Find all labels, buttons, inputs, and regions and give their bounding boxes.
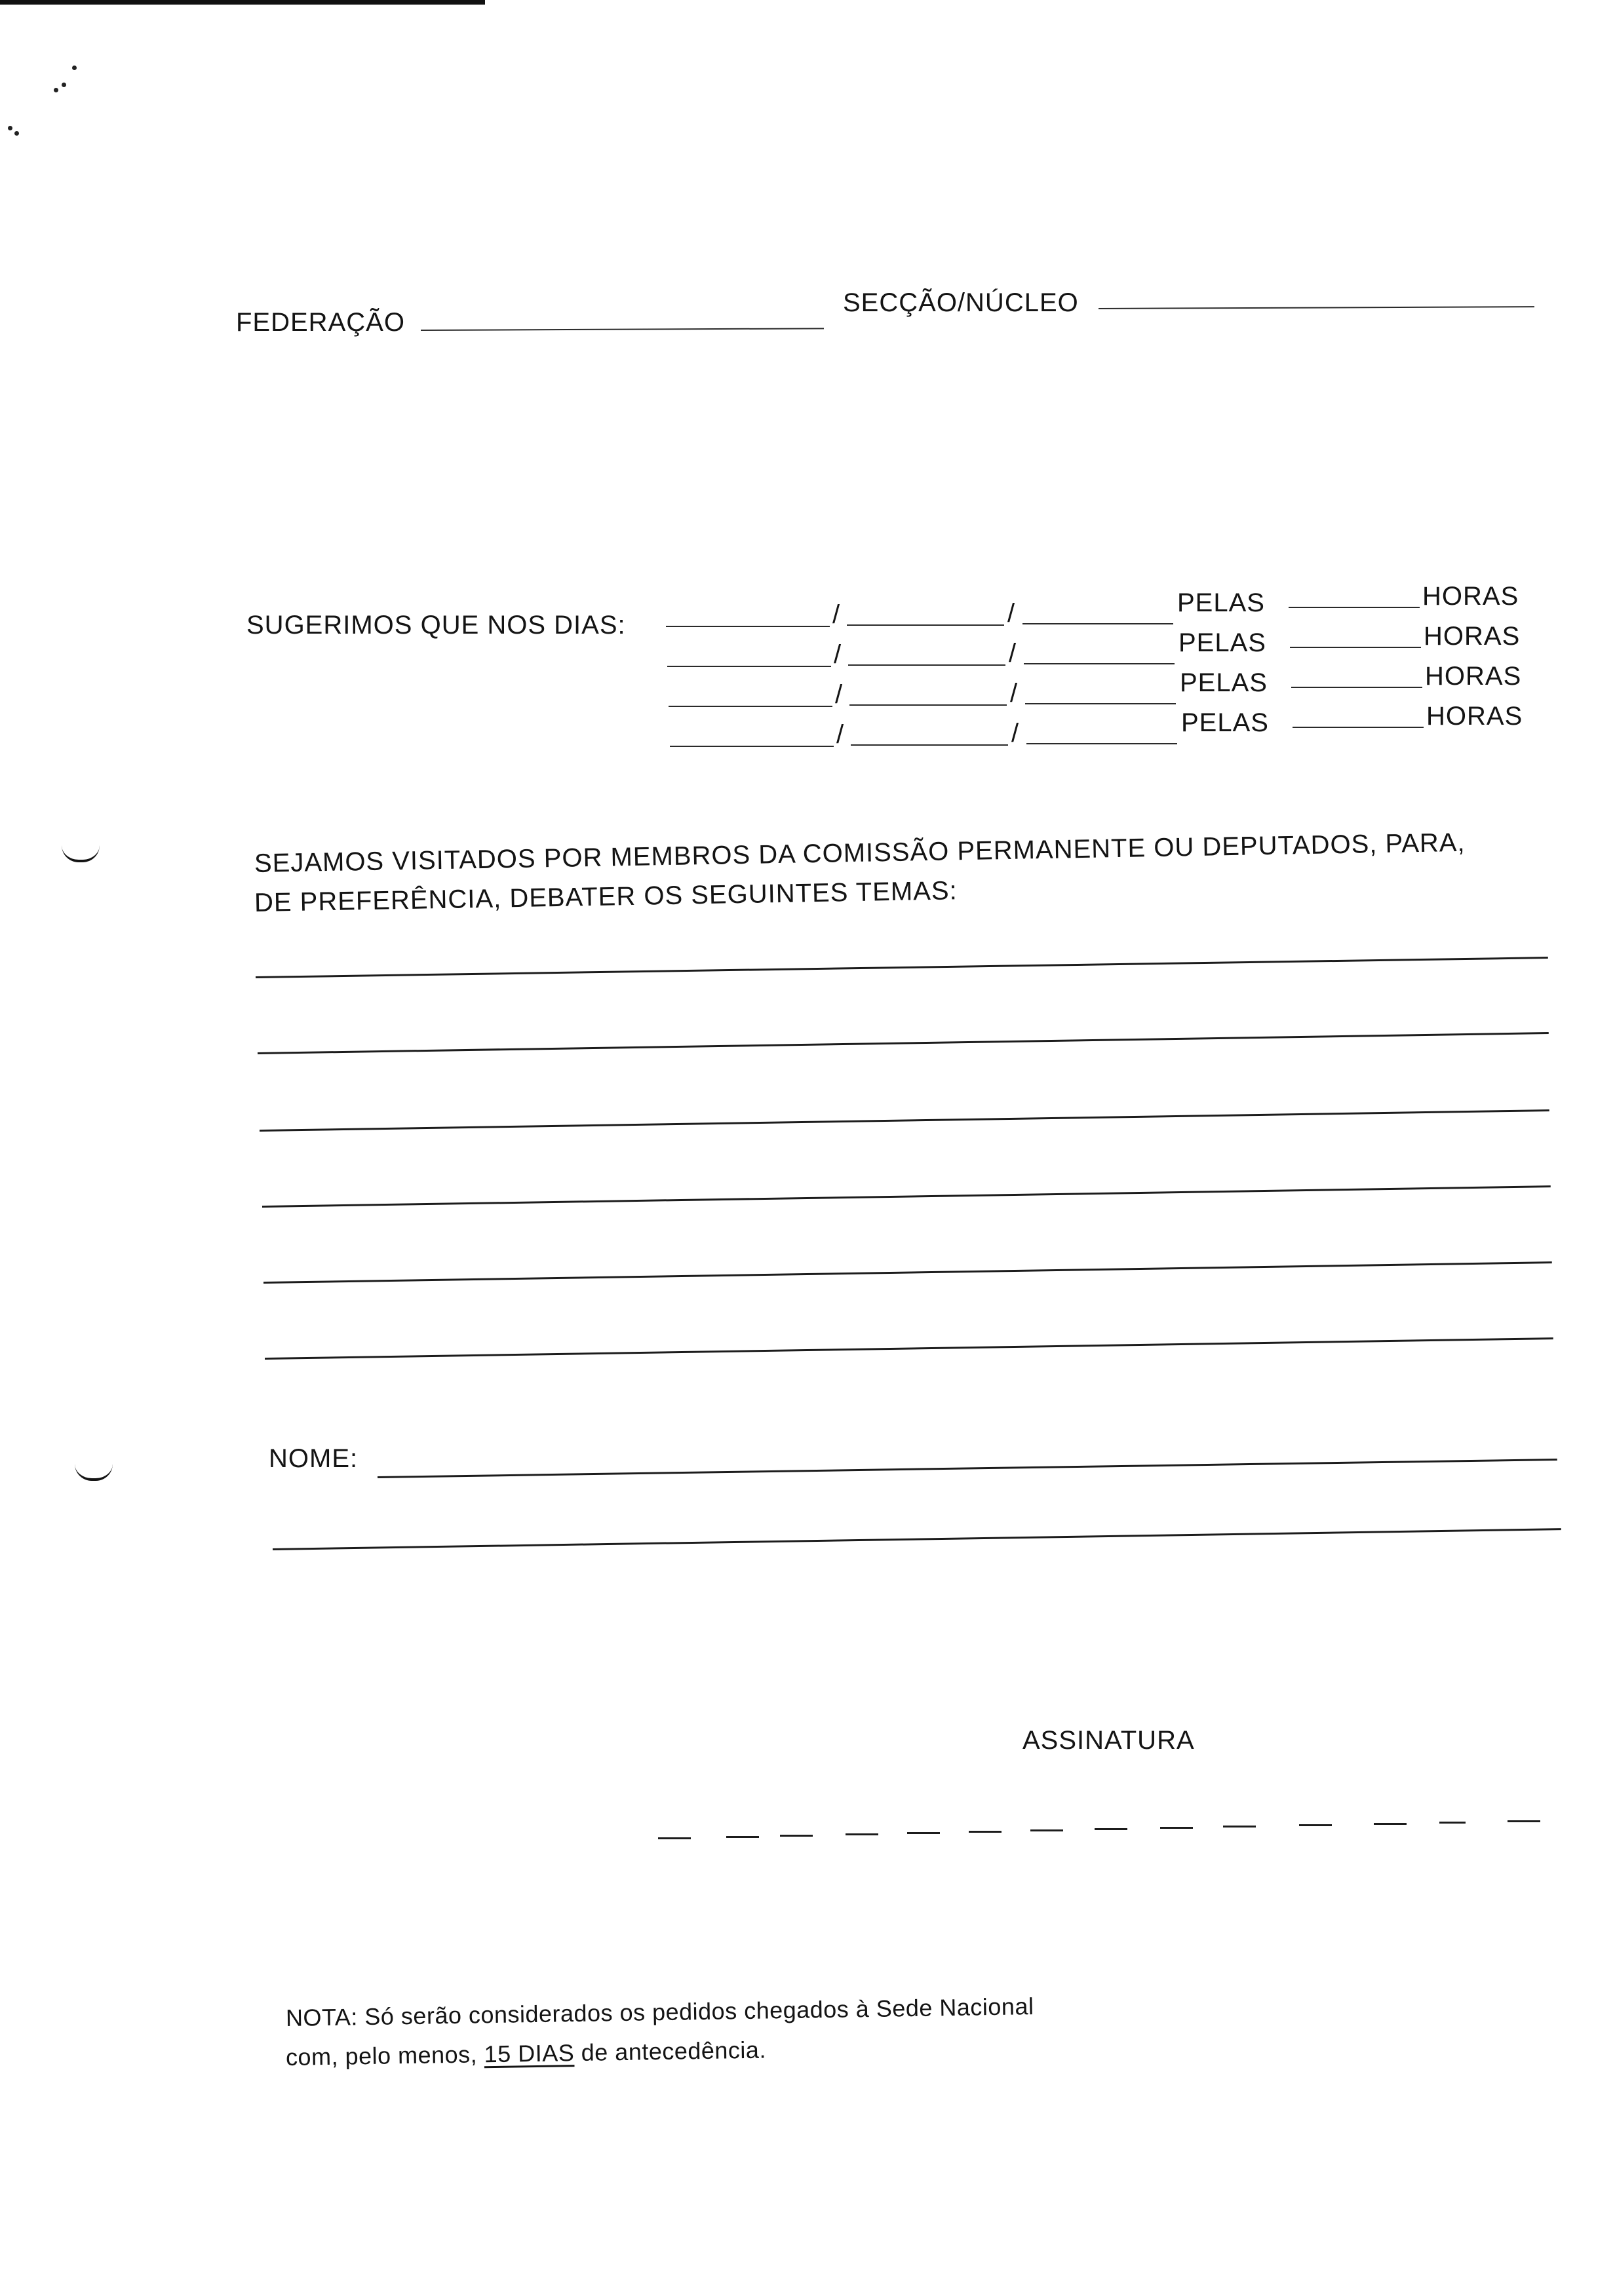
time-field-line[interactable] <box>1291 687 1422 688</box>
horas-label: HORAS <box>1425 662 1522 691</box>
signature-dash <box>1030 1829 1063 1831</box>
signature-dash <box>658 1837 691 1839</box>
month-field-line[interactable] <box>848 664 1005 666</box>
pelas-label: PELAS <box>1177 588 1265 617</box>
speck <box>62 83 66 87</box>
month-field-line[interactable] <box>847 624 1004 626</box>
date-separator: / <box>1007 599 1016 628</box>
pelas-label: PELAS <box>1178 628 1266 657</box>
nota-line-2 <box>286 2038 766 2069</box>
nota-line-1 <box>286 1995 1034 2030</box>
time-field-line[interactable] <box>1293 727 1424 728</box>
top-edge-bar <box>0 0 485 5</box>
topic-line[interactable] <box>265 1337 1553 1360</box>
horas-label: HORAS <box>1424 622 1521 651</box>
year-field-line[interactable] <box>1022 623 1173 624</box>
time-field-line[interactable] <box>1289 607 1420 608</box>
date-separator: / <box>836 720 845 749</box>
day-field-line[interactable] <box>670 746 834 747</box>
signature-dash <box>1095 1828 1127 1830</box>
signature-dash <box>907 1832 940 1834</box>
date-separator: / <box>835 680 844 709</box>
federacao-field-line[interactable] <box>421 328 824 331</box>
time-field-line[interactable] <box>1290 647 1421 648</box>
nota-text-2-after: de antecedência. <box>581 2036 767 2066</box>
topic-line[interactable] <box>260 1109 1549 1132</box>
seccao-field-line[interactable] <box>1099 306 1534 309</box>
month-field-line[interactable] <box>849 704 1007 706</box>
signature-dash <box>1223 1826 1256 1827</box>
topic-line[interactable] <box>258 1032 1549 1054</box>
signature-dash <box>1160 1827 1193 1829</box>
signature-dash <box>1374 1823 1407 1825</box>
topic-line[interactable] <box>256 957 1548 978</box>
horas-label: HORAS <box>1422 582 1519 611</box>
nome-field-line[interactable] <box>378 1459 1557 1478</box>
date-separator: / <box>832 600 841 629</box>
topic-line[interactable] <box>262 1185 1551 1208</box>
nota-text-2-before: com, pelo menos, <box>285 2040 478 2071</box>
signature-dash <box>846 1833 878 1835</box>
signature-dash <box>1299 1824 1332 1826</box>
speck <box>14 131 19 136</box>
visit-text-line-2: DE PREFERÊNCIA, DEBATER OS SEGUINTES TEMAS: <box>254 876 958 917</box>
pelas-label: PELAS <box>1181 708 1269 737</box>
nome-field-line-2[interactable] <box>273 1528 1561 1550</box>
binder-mark <box>75 1464 113 1481</box>
binder-mark <box>62 845 100 862</box>
nota-deadline: 15 DIAS <box>484 2039 575 2068</box>
speck <box>54 88 58 92</box>
year-field-line[interactable] <box>1025 703 1176 704</box>
signature-dash <box>1439 1822 1466 1824</box>
signature-dash <box>969 1831 1002 1833</box>
date-separator: / <box>1011 719 1020 748</box>
date-separator: / <box>834 640 842 669</box>
schedule-intro: SUGERIMOS QUE NOS DIAS: <box>246 611 626 640</box>
date-separator: / <box>1010 679 1019 708</box>
nota-label: NOTA: <box>285 2003 359 2031</box>
visit-text-line-1: SEJAMOS VISITADOS POR MEMBROS DA COMISSÃO PERMANENTE OU DEPUTADOS, PARA, <box>254 828 1466 878</box>
day-field-line[interactable] <box>669 706 832 707</box>
assinatura-label: ASSINATURA <box>1022 1726 1195 1755</box>
date-separator: / <box>1009 639 1017 668</box>
speck <box>8 126 12 130</box>
year-field-line[interactable] <box>1024 663 1175 664</box>
seccao-label: SECÇÃO/NÚCLEO <box>843 288 1079 317</box>
year-field-line[interactable] <box>1026 743 1177 744</box>
speck <box>72 66 77 70</box>
nota-text-1: Só serão considerados os pedidos chegados à Sede Nacional <box>364 1993 1034 2031</box>
topic-line[interactable] <box>263 1261 1552 1284</box>
day-field-line[interactable] <box>666 626 830 627</box>
horas-label: HORAS <box>1426 702 1523 731</box>
signature-dash <box>780 1835 813 1837</box>
day-field-line[interactable] <box>667 666 831 667</box>
signature-dash <box>1508 1820 1540 1822</box>
federacao-label: FEDERAÇÃO <box>236 308 405 337</box>
nome-label: NOME: <box>269 1444 359 1473</box>
pelas-label: PELAS <box>1180 668 1268 697</box>
signature-dash <box>726 1836 759 1838</box>
month-field-line[interactable] <box>851 744 1008 746</box>
